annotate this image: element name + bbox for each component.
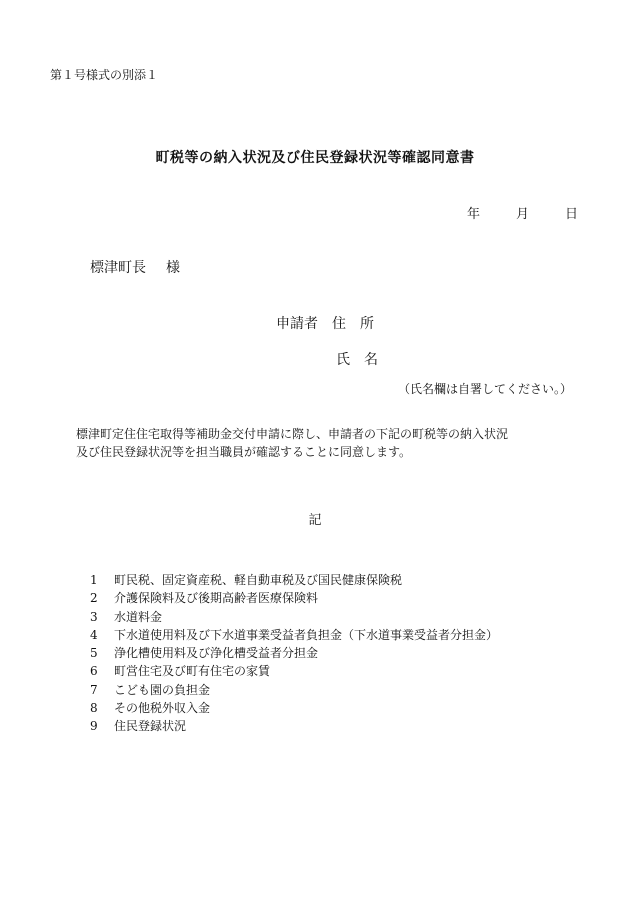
item-text: こども園の負担金 bbox=[114, 682, 211, 697]
consent-statement-line-2: 及び住民登録状況等を担当職員が確認することに同意します。 bbox=[76, 445, 412, 459]
list-item bbox=[90, 662, 498, 680]
consent-statement bbox=[76, 425, 576, 461]
item-number: 9 bbox=[90, 719, 98, 734]
document-title: 町税等の納入状況及び住民登録状況等確認同意書 bbox=[155, 150, 475, 166]
name-label: 氏 名 bbox=[336, 352, 378, 368]
item-text: 浄化槽使用料及び浄化槽受益者分担金 bbox=[114, 646, 319, 661]
item-text: 町民税、固定資産税、軽自動車税及び国民健康保険税 bbox=[114, 573, 403, 587]
ki-heading: 記 bbox=[308, 513, 322, 528]
addressee bbox=[90, 257, 180, 277]
item-number: 5 bbox=[90, 646, 98, 661]
item-list bbox=[90, 571, 498, 736]
item-number: 7 bbox=[90, 682, 98, 697]
addressee-honorific: 様 bbox=[166, 260, 180, 276]
date-line bbox=[467, 203, 578, 222]
list-item bbox=[90, 589, 498, 607]
item-number: 3 bbox=[90, 609, 98, 624]
date-day-label: 日 bbox=[564, 207, 578, 222]
item-number: 6 bbox=[90, 664, 98, 679]
applicant-role: 申請者 bbox=[276, 316, 318, 332]
list-item bbox=[90, 626, 498, 644]
item-number: 8 bbox=[90, 701, 98, 716]
signature-note: （氏名欄は自署してください。） bbox=[397, 382, 572, 396]
item-number: 1 bbox=[90, 573, 98, 587]
address-label: 住 所 bbox=[332, 316, 374, 332]
date-month-label: 月 bbox=[515, 207, 529, 222]
item-text: 下水道使用料及び下水道事業受益者負担金（下水道事業受益者分担金） bbox=[114, 627, 499, 642]
list-item bbox=[90, 571, 498, 589]
list-item bbox=[90, 699, 498, 717]
item-number: 4 bbox=[90, 627, 98, 642]
list-item bbox=[90, 608, 498, 626]
item-number: 2 bbox=[90, 591, 98, 606]
form-number: 第１号様式の別添１ bbox=[50, 68, 159, 82]
item-text: その他税外収入金 bbox=[114, 701, 211, 716]
list-item bbox=[90, 717, 498, 735]
item-text: 住民登録状況 bbox=[114, 719, 187, 734]
consent-statement-line-1: 標津町定住住宅取得等補助金交付申請に際し、申請者の下記の町税等の納入状況 bbox=[76, 427, 509, 441]
applicant-address-line bbox=[276, 313, 374, 333]
list-item bbox=[90, 644, 498, 662]
applicant-name-line bbox=[336, 349, 378, 369]
item-text: 介護保険料及び後期高齢者医療保険料 bbox=[114, 591, 319, 606]
item-text: 町営住宅及び町有住宅の家賃 bbox=[114, 664, 271, 679]
addressee-name: 標津町長 bbox=[90, 260, 146, 276]
list-item bbox=[90, 681, 498, 699]
date-year-label: 年 bbox=[466, 207, 480, 222]
item-text: 水道料金 bbox=[114, 609, 163, 624]
